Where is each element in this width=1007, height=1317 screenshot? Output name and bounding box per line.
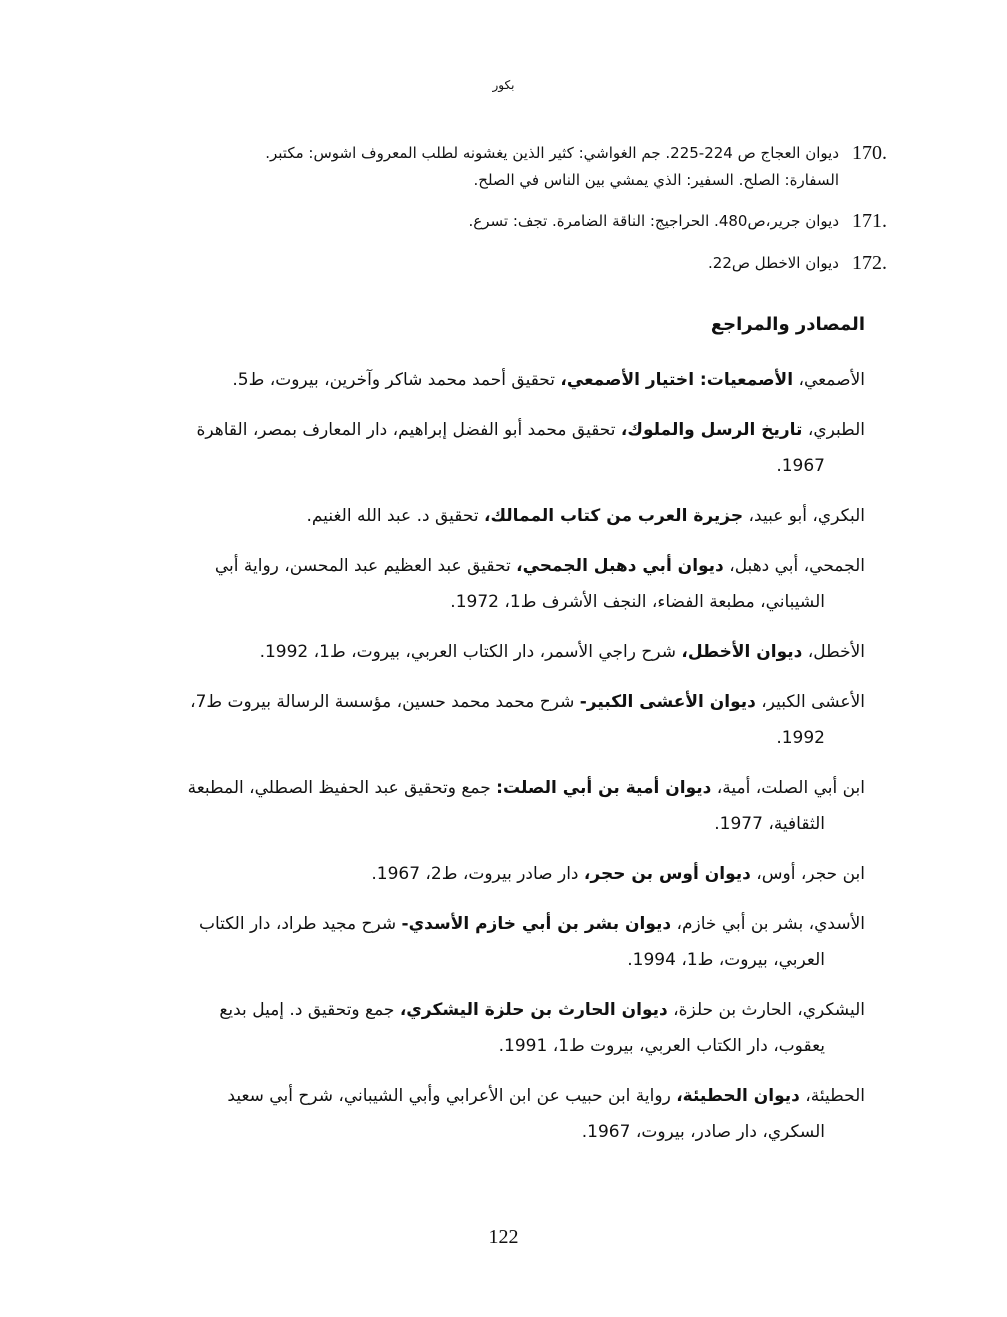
reference-title: جزيرة العرب من كتاب الممالك، (484, 506, 744, 526)
reference-continuation: الشيباني، مطبعة الفضاء، النجف الأشرف ط1، 1972. (450, 592, 825, 612)
footnote-text: ديوان الاخطل ص22. (708, 254, 839, 272)
reference-author: الأعشى الكبير، (755, 692, 865, 712)
reference-details: شرح مجيد طراد، دار الكتاب (198, 914, 402, 934)
reference-continuation: يعقوب، دار الكتاب العربي، بيروت ط1، 1991. (498, 1036, 825, 1056)
reference-continuation: 1992. (776, 728, 825, 748)
running-header: بكور (492, 78, 515, 92)
reference-details: جمع وتحقيق د. إميل بديع (219, 1000, 400, 1020)
reference-author: ابن حجر، أوس، (750, 864, 865, 884)
footnote-text: السفارة: الصلح. السفير: الذي يمشي بين الناس في الصلح. (473, 171, 839, 189)
reference-author: الأصمعي، (793, 370, 865, 390)
section-title: المصادر والمراجع (710, 314, 865, 335)
reference-details: تحقيق محمد أبو الفضل إبراهيم، دار المعارف بمصر، القاهرة (196, 420, 621, 440)
references-list (143, 362, 865, 1164)
reference-continuation: السكري، دار صادر، بيروت، 1967. (581, 1122, 825, 1142)
reference-entry (143, 906, 865, 978)
reference-details: جمع وتحقيق عبد الحفيظ الصطلي، المطبعة (187, 778, 497, 798)
footnote-text: ديوان العجاج ص 224-225. جم الغواشي: كثير الذين يغشونه لطلب المعروف اشوس: مكتبر. (265, 144, 839, 162)
reference-title: ديوان الحارث بن حلزة اليشكري، (399, 1000, 668, 1020)
reference-author: الأسدي، بشر بن أبي خازم، (671, 914, 865, 934)
reference-continuation: الثقافية، 1977. (714, 814, 825, 834)
reference-details: تحقيق أحمد محمد شاكر وآخرين، بيروت، ط5. (232, 370, 561, 390)
reference-author: الطبري، (802, 420, 865, 440)
reference-details: شرح محمد محمد حسين، مؤسسة الرسالة بيروت ط7، (190, 692, 580, 712)
reference-entry (143, 770, 865, 842)
page-number: 122 (488, 1226, 519, 1248)
footnote (127, 250, 887, 278)
footnote-number: 172. (852, 252, 887, 274)
reference-author: ابن أبي الصلت، أمية، (711, 778, 865, 798)
reference-details: تحقيق د. عبد الله الغنيم. (306, 506, 484, 526)
reference-details: شرح راجي الأسمر، دار الكتاب العربي، بيروت، ط1، 1992. (259, 642, 682, 662)
reference-title: ديوان بشر بن أبي خازم الأسدي- (401, 914, 672, 934)
reference-title: ديوان الأخطل، (681, 642, 803, 662)
reference-entry (143, 362, 865, 398)
reference-entry (143, 498, 865, 534)
reference-continuation: 1967. (776, 456, 825, 476)
reference-details: دار صادر بيروت، ط2، 1967. (371, 864, 584, 884)
reference-entry (143, 992, 865, 1064)
reference-details: رواية ابن حبيب عن ابن الأعرابي وأبي الشيباني، شرح أبي سعيد (227, 1086, 677, 1106)
reference-title: ديوان الحطيئة، (676, 1086, 800, 1106)
reference-author: البكري، أبو عبيد، (743, 506, 865, 526)
reference-entry (143, 548, 865, 620)
footnotes (127, 140, 887, 292)
footnote-text: ديوان جرير،ص480. الحراجيج: الناقة الضامرة. تجف: تسرع. (468, 212, 839, 230)
reference-entry (143, 412, 865, 484)
reference-entry (143, 1078, 865, 1150)
footnote-number: 171. (852, 210, 887, 232)
reference-title: ديوان الأعشى الكبير- (579, 692, 756, 712)
reference-continuation: العربي، بيروت، ط1، 1994. (627, 950, 825, 970)
footnote (127, 140, 887, 194)
reference-title: ديوان أمية بن أبي الصلت: (496, 778, 712, 798)
footnote-number: 170. (852, 142, 887, 164)
reference-entry (143, 856, 865, 892)
reference-title: ديوان أوس بن حجر، (583, 864, 751, 884)
reference-title: تاريخ الرسل والملوك، (620, 420, 803, 440)
reference-author: اليشكري، الحارث بن حلزة، (667, 1000, 865, 1020)
reference-author: الأخطل، (802, 642, 865, 662)
footnote (127, 208, 887, 236)
reference-author: الحطيئة، (799, 1086, 865, 1106)
reference-details: تحقيق عبد العظيم عبد المحسن، رواية أبي (214, 556, 517, 576)
reference-entry (143, 634, 865, 670)
reference-title: ديوان أبي دهبل الجمحي، (516, 556, 724, 576)
reference-title: الأصمعيات: اختيار الأصمعي، (560, 370, 794, 390)
reference-entry (143, 684, 865, 756)
reference-author: الجمحي، أبي دهبل، (723, 556, 865, 576)
